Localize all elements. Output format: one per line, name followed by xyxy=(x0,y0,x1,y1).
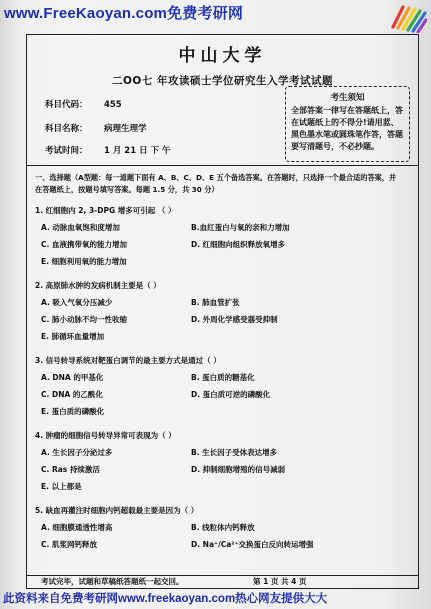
pencils-logo-icon xyxy=(387,3,427,33)
subject-code-value: 455 xyxy=(103,100,122,110)
candidate-notice-box xyxy=(285,86,410,162)
option-a: A. 吸入气氧分压减少 xyxy=(41,298,113,307)
question-stem: 5. 缺血再灌注时细胞内钙超载最主要是因为（ ） xyxy=(35,506,199,515)
option-e: E. 细胞利用氧的能力增加 xyxy=(41,257,127,266)
question-list xyxy=(35,205,415,551)
option-b: B. 肺血管扩张 xyxy=(191,298,240,307)
question-3 xyxy=(35,355,415,418)
site-watermark-bottom: 此资料来自免费考研网www.freekaoyan.com热心网友提供大大 xyxy=(3,593,328,605)
exam-time-value: 1 月 21 日 下 午 xyxy=(103,146,171,156)
question-stem: 2. 高原肺水肿的发病机制主要是（ ） xyxy=(35,281,161,290)
subject-code-label: 科目代码： xyxy=(45,100,88,110)
subject-name-value: 病理生理学 xyxy=(103,124,147,134)
subject-name-row xyxy=(45,122,146,134)
question-1 xyxy=(35,205,415,268)
exam-time-row xyxy=(45,144,171,156)
page-number: 第 1 页 共 4 页 xyxy=(253,577,307,586)
notice-body: 全部答案一律写在答题纸上，答在试题纸上的不得分!请用蓝、黑色墨水笔或圆珠笔作答，答题要写清题号，不必抄题。 xyxy=(291,106,403,151)
question-stem: 3. 信号转导系统对靶蛋白调节的最主要方式是通过（ ） xyxy=(35,356,221,365)
option-c: C. 肌浆网钙释放 xyxy=(41,540,97,549)
option-d: D. 外周化学感受器受抑制 xyxy=(191,315,278,324)
question-2 xyxy=(35,280,415,343)
question-5 xyxy=(35,505,415,551)
site-watermark-top: www.FreeKaoyan.com免费考研网 xyxy=(4,5,244,22)
option-b: B. 蛋白质的糖基化 xyxy=(191,373,255,382)
header-divider xyxy=(27,165,418,166)
option-b: B. 线粒体内钙释放 xyxy=(191,523,255,532)
footer-instruction: 考试完毕，试题和草稿纸答题纸一起交回。 xyxy=(41,577,184,586)
notice-title: 考生须知 xyxy=(330,93,365,103)
option-d: D. 红细胞向组织释放氧增多 xyxy=(191,240,286,249)
option-c: C. 血液携带氧的能力增加 xyxy=(41,240,127,249)
question-stem: 4. 肿瘤的细胞信号转导异常可表现为（ ） xyxy=(35,431,176,440)
option-a: A. DNA 的甲基化 xyxy=(41,373,104,382)
option-d: D. Na⁺/Ca²⁺交换蛋白反向转运增强 xyxy=(191,540,314,549)
option-a: A. 生长因子分泌过多 xyxy=(41,448,113,457)
question-4 xyxy=(35,430,415,493)
question-stem: 1. 红细胞内 2, 3-DPG 增多可引起 （ ） xyxy=(35,206,176,215)
option-e: E. 蛋白质的磷酸化 xyxy=(41,407,105,416)
subject-code-row xyxy=(45,98,122,110)
exam-time-label: 考试时间： xyxy=(45,146,88,156)
option-c: C. 肺小动脉不均一性收缩 xyxy=(41,315,127,324)
exam-sheet xyxy=(26,34,419,589)
option-b: B. 生长因子受体表达增多 xyxy=(191,448,278,457)
section-instructions xyxy=(35,172,413,196)
option-e: E. 以上都是 xyxy=(41,482,82,491)
instructions-line-2: 在答题纸上，按题号填写答案。每题 1.5 分，共 30 分） xyxy=(35,185,219,194)
option-c: C. Ras 持续激活 xyxy=(41,465,100,474)
option-d: D. 蛋白质可逆的磷酸化 xyxy=(191,390,271,399)
instructions-line-1: 一、选择题（A型题：每一道题下面有 A、B、C、D、E 五个备选答案。在答题时，只选择一个最合适的答案，并 xyxy=(35,173,397,182)
subject-name-label: 科目名称： xyxy=(45,124,88,134)
exam-title: 二OO七 年攻读硕士学位研究生入学考试试题 xyxy=(111,75,333,87)
option-a: A. 动脉血氧饱和度增加 xyxy=(41,223,120,232)
option-e: E. 肺循环血量增加 xyxy=(41,332,105,341)
university-title: 中山大学 xyxy=(178,46,267,66)
option-d: D. 抑制细胞增殖的信号减弱 xyxy=(191,465,286,474)
option-a: A. 细胞膜通透性增高 xyxy=(41,523,113,532)
option-c: C. DNA 的乙酰化 xyxy=(41,390,103,399)
option-b: B.血红蛋白与氧的亲和力增加 xyxy=(191,223,290,232)
